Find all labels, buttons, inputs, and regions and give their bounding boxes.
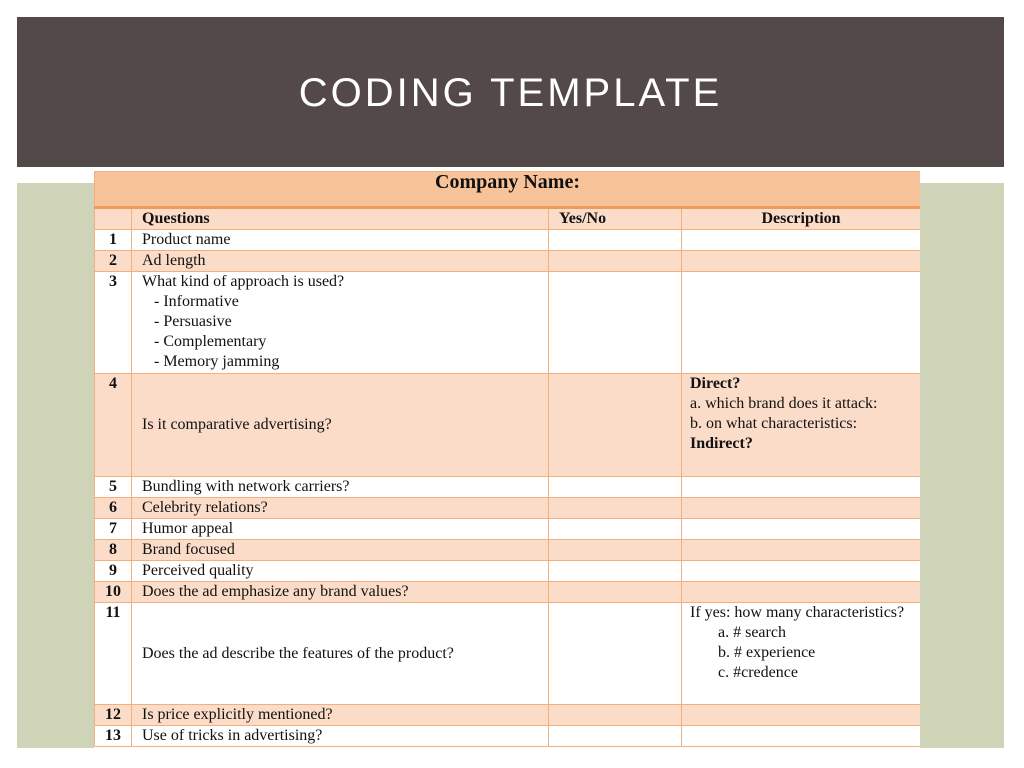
description-cell[interactable] (682, 561, 921, 582)
description-cell[interactable] (682, 582, 921, 603)
description-cell[interactable]: Direct? a. which brand does it attack: b. on what characteristics: Indirect? (682, 374, 921, 477)
description-cell[interactable] (682, 540, 921, 561)
description-cell[interactable] (682, 230, 921, 251)
description-cell[interactable] (682, 272, 921, 374)
table-row: 12 Is price explicitly mentioned? (95, 705, 921, 726)
table-row: 8 Brand focused (95, 540, 921, 561)
table-row: 3 What kind of approach is used? - Informative - Persuasive - Complementary - Memory jamming (95, 272, 921, 374)
yesno-cell[interactable] (549, 230, 682, 251)
table-row: 10 Does the ad emphasize any brand values? (95, 582, 921, 603)
questions-header: Questions (132, 208, 549, 230)
yesno-header: Yes/No (549, 208, 682, 230)
description-cell[interactable] (682, 498, 921, 519)
table-row: 5 Bundling with network carriers? (95, 477, 921, 498)
characteristic-item: c. #credence (718, 664, 798, 681)
description-cell[interactable] (682, 251, 921, 272)
table-row: 6 Celebrity relations? (95, 498, 921, 519)
description-cell[interactable] (682, 705, 921, 726)
table-row: 2 Ad length (95, 251, 921, 272)
yesno-cell[interactable] (549, 603, 682, 705)
yesno-cell[interactable] (549, 561, 682, 582)
table-row: 11 Does the ad describe the features of the product? If yes: how many characteristics? a. # search b. # experience c. #credence (95, 603, 921, 705)
yesno-cell[interactable] (549, 272, 682, 374)
header-row (95, 208, 921, 230)
description-header: Description (682, 208, 921, 230)
yesno-cell[interactable] (549, 477, 682, 498)
yesno-cell[interactable] (549, 582, 682, 603)
approach-option: - Complementary (154, 333, 267, 350)
coding-template-table (94, 171, 920, 751)
characteristic-item: a. # search (718, 624, 786, 641)
approach-option: - Persuasive (154, 313, 232, 330)
slide-title: CODING TEMPLATE (298, 70, 723, 115)
company-name-label: Company Name: (95, 172, 921, 208)
description-cell[interactable] (682, 519, 921, 540)
yesno-cell[interactable] (549, 540, 682, 561)
approach-option: - Informative (154, 293, 239, 310)
yesno-cell[interactable] (549, 726, 682, 747)
table-row: 4 Is it comparative advertising? Direct? a. which brand does it attack: b. on what characteristics: Indirect? (95, 374, 921, 477)
characteristic-item: b. # experience (718, 644, 816, 661)
description-cell[interactable] (682, 477, 921, 498)
yesno-cell[interactable] (549, 251, 682, 272)
yesno-cell[interactable] (549, 519, 682, 540)
yesno-cell[interactable] (549, 498, 682, 519)
yesno-cell[interactable] (549, 705, 682, 726)
yesno-cell[interactable] (549, 374, 682, 477)
table-row: 1 Product name (95, 230, 921, 251)
approach-option: - Memory jamming (154, 353, 280, 370)
description-cell[interactable]: If yes: how many characteristics? a. # search b. # experience c. #credence (682, 603, 921, 705)
description-cell[interactable] (682, 726, 921, 747)
table-row: 13 Use of tricks in advertising? (95, 726, 921, 747)
table-row: 9 Perceived quality (95, 561, 921, 582)
title-bar (17, 17, 1004, 167)
company-row (95, 172, 921, 208)
table-row: 7 Humor appeal (95, 519, 921, 540)
